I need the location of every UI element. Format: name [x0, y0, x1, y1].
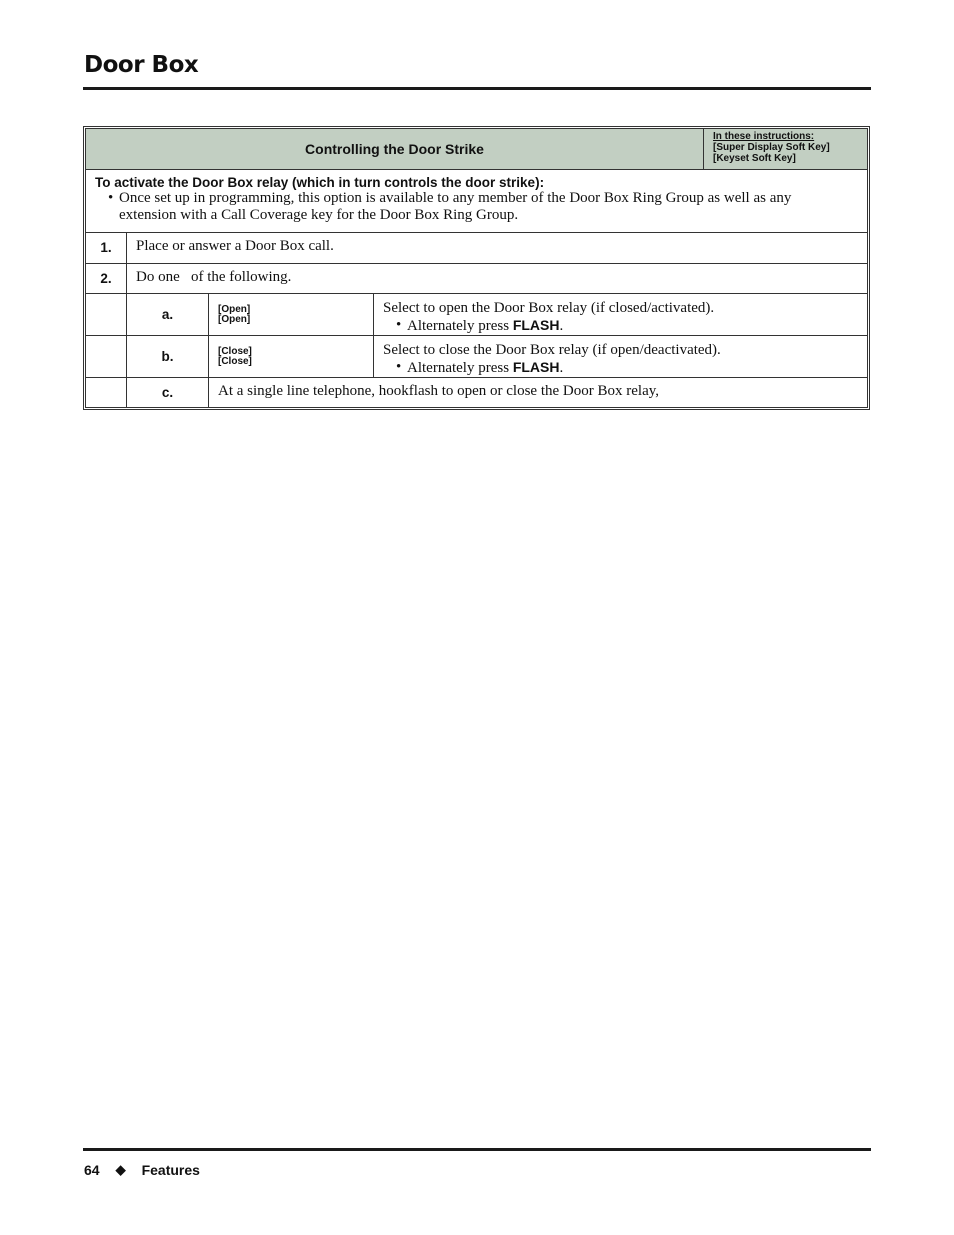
diamond-icon: ◆: [115, 1162, 126, 1177]
legend-super-display: [Super Display Soft Key]: [713, 142, 830, 153]
substep-text: Select to open the Door Box relay (if closed/activated).: [383, 300, 715, 316]
page-title: Door Box: [84, 52, 199, 78]
step-text: Place or answer a Door Box call.: [136, 238, 334, 254]
flash-key: FLASH: [512, 359, 560, 375]
table-title: Controlling the Door Strike: [86, 129, 704, 169]
super-display-key: [Close]: [218, 345, 252, 357]
substep-text: At a single line telephone, hookflash to open or close the Door Box relay,: [218, 383, 659, 399]
super-display-key: [Open]: [218, 303, 251, 315]
procedure-table: [83, 126, 870, 410]
page-number: 64: [84, 1162, 100, 1178]
step-number: 2.: [86, 264, 127, 293]
keyset-key: [Open]: [218, 313, 251, 325]
step-row-1: [85, 233, 868, 264]
footer-divider: [83, 1148, 871, 1151]
blank-cell: [86, 336, 127, 377]
keyset-key: [Close]: [218, 355, 252, 367]
blank-cell: [86, 294, 127, 335]
bullet-dot: •: [396, 317, 402, 333]
legend-keyset: [Keyset Soft Key]: [713, 153, 796, 164]
step-text: Do one of the following.: [136, 269, 292, 285]
instructions-legend: [704, 129, 867, 169]
section-name: Features: [141, 1162, 200, 1178]
substep-row-a: [85, 294, 868, 336]
page-footer: [84, 1162, 200, 1178]
substep-bullet: [383, 317, 867, 335]
intro-section: [85, 170, 868, 233]
substep-description: [374, 294, 867, 335]
bullet-prefix: Alternately press: [407, 360, 513, 376]
bullet-prefix: Alternately press: [407, 318, 513, 334]
intro-heading: To activate the Door Box relay (which in turn controls the door strike):: [95, 175, 545, 190]
soft-key-labels: [209, 336, 374, 377]
intro-bullet-text: Once set up in programming, this option is available to any member of the Door Box Ring Group as well as any extension with a Call Coverage key for the Door Box Ring Group.: [119, 190, 792, 223]
step-number: 1.: [86, 233, 127, 263]
substep-bullet: [383, 359, 867, 377]
bullet-suffix: .: [559, 360, 564, 376]
substep-description: [374, 336, 867, 377]
substep-letter: c.: [127, 378, 209, 407]
bullet-dot: •: [108, 190, 114, 206]
soft-key-labels: [209, 294, 374, 335]
bullet-dot: •: [396, 359, 402, 375]
substep-text: Select to close the Door Box relay (if open/deactivated).: [383, 342, 721, 358]
bullet-suffix: .: [559, 318, 564, 334]
substep-row-b: [85, 336, 868, 378]
flash-key: FLASH: [512, 317, 560, 333]
substep-letter: a.: [127, 294, 209, 335]
title-divider: [83, 87, 871, 90]
blank-cell: [86, 378, 127, 407]
step-row-2: [85, 264, 868, 294]
legend-heading: In these instructions:: [713, 131, 815, 142]
table-header: [85, 128, 868, 170]
substep-bullet-text: [407, 359, 563, 377]
substep-letter: b.: [127, 336, 209, 377]
substep-row-c: [85, 378, 868, 408]
substep-bullet-text: [407, 317, 563, 335]
intro-bullet: [95, 190, 867, 224]
